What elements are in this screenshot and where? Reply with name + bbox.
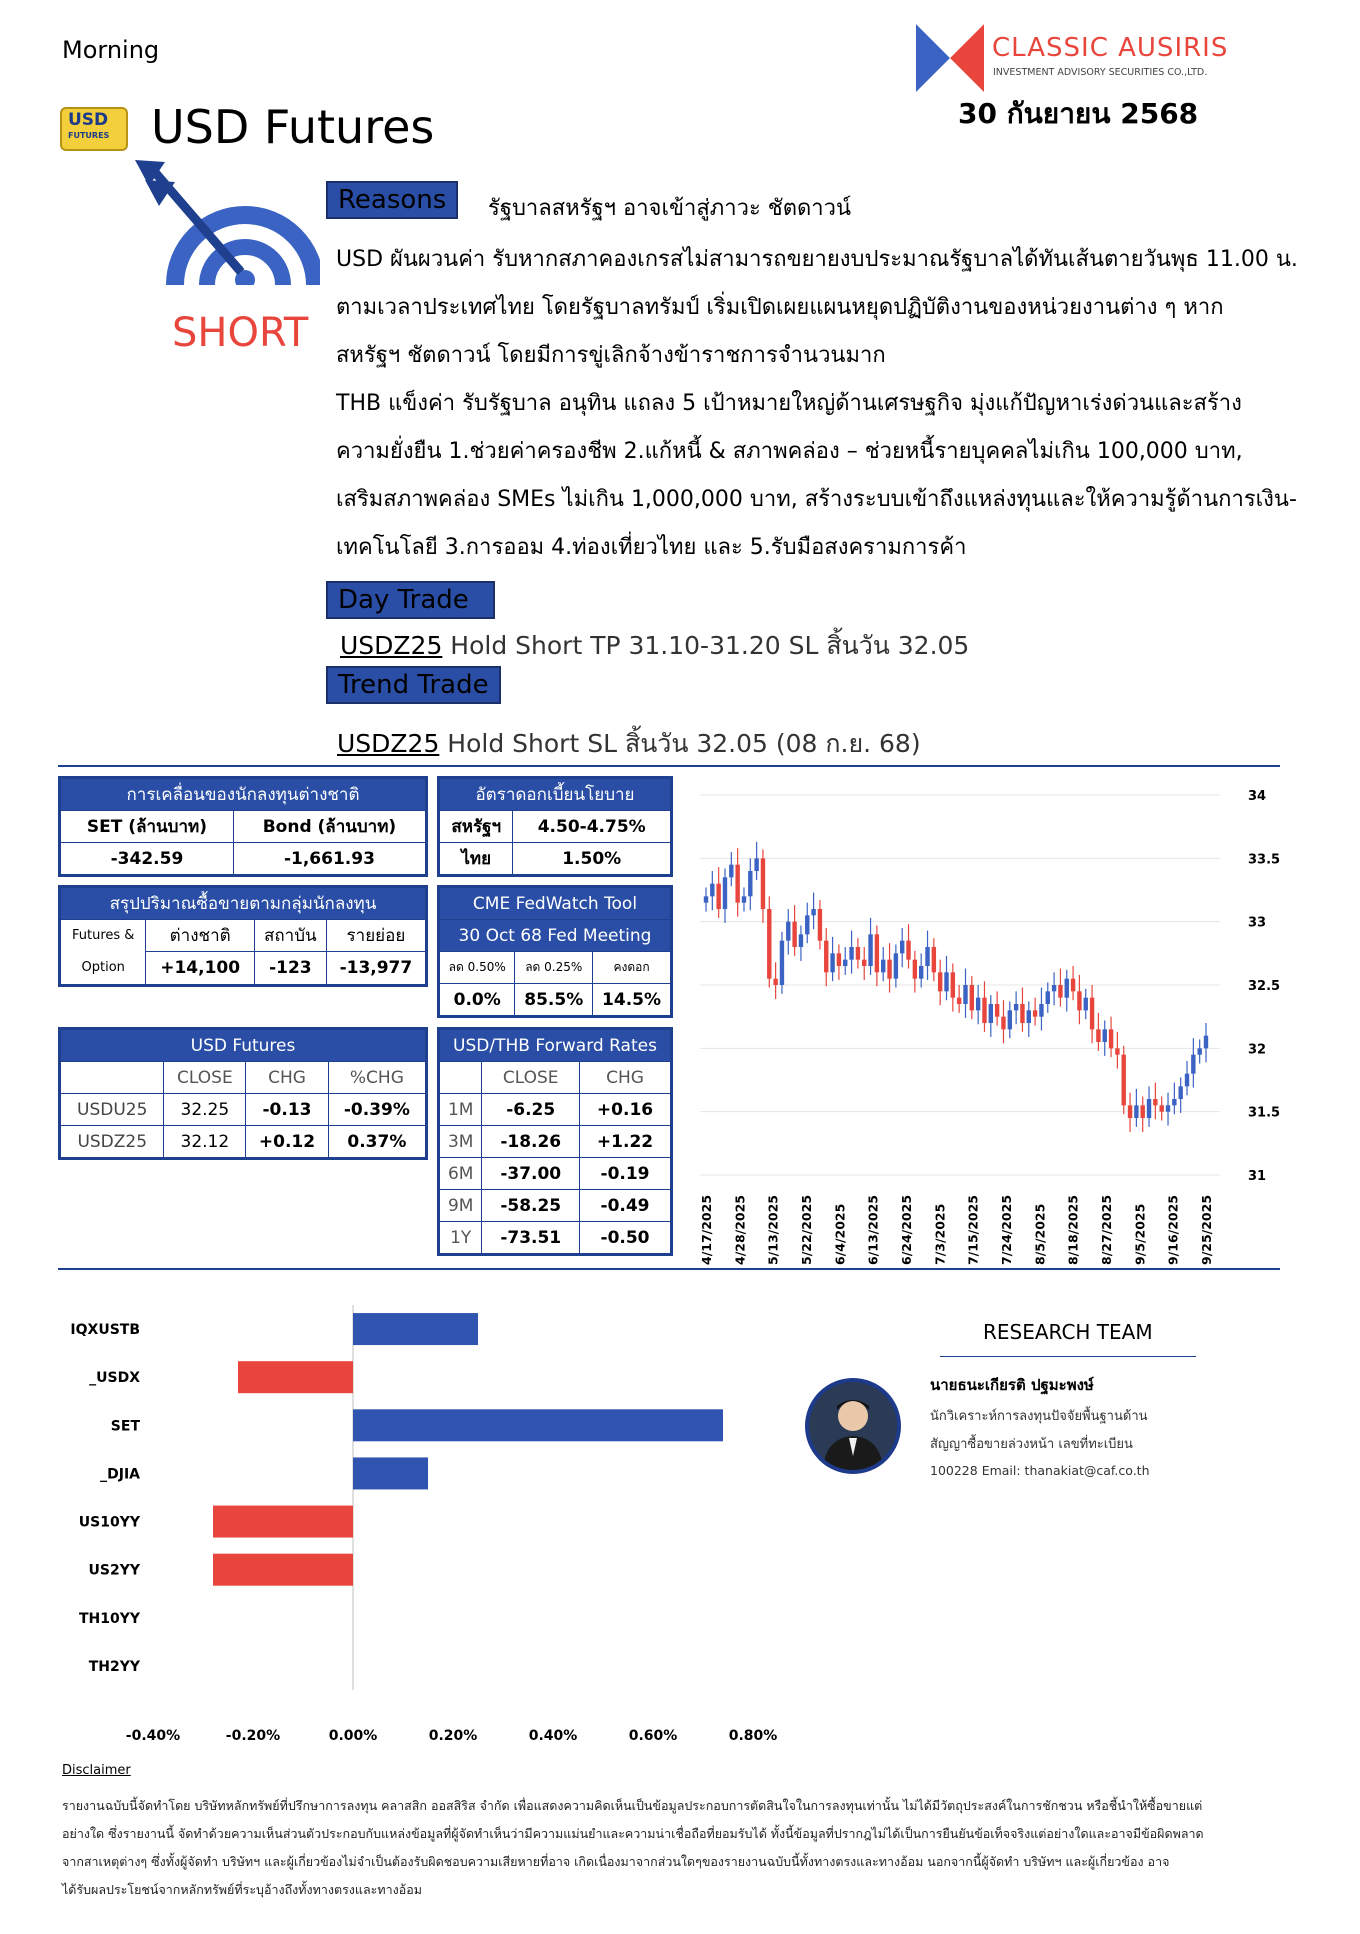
- candle-body: [1134, 1105, 1138, 1118]
- bar: [238, 1361, 353, 1393]
- disclaimer-body: [62, 1792, 1262, 1904]
- target-dart-icon: [135, 160, 320, 285]
- x-tick-label: 7/24/2025: [999, 1194, 1014, 1265]
- cell-value: -0.49: [580, 1190, 672, 1222]
- disclaimer-line: รายงานฉบับนี้จัดทำโดย บริษัทหลักทรัพย์ที่ปรึกษาการลงทุน คลาสสิก ออสสิริส จำกัด เพื่อแสดงความคิดเห็นเป็นข้อมูลประกอบการตัดสินใจในการลงทุนเท่านั้น ไม่ได้มีวัตถุประสงค์ในการชักชวน หรือชี้นำให้ซื้อขายแต่: [62, 1798, 1203, 1813]
- candle-body: [887, 960, 891, 979]
- x-tick-label: -0.20%: [225, 1728, 281, 1744]
- divider-bottom: [58, 1268, 1280, 1270]
- cell-value: +1.22: [580, 1126, 672, 1158]
- candle-body: [963, 985, 967, 1004]
- cell-value: -6.25: [482, 1094, 580, 1126]
- candle-body: [1122, 1055, 1126, 1106]
- divider-top: [58, 765, 1280, 767]
- bar: [353, 1313, 478, 1345]
- candle-body: [995, 1004, 999, 1017]
- cell-value: -73.51: [482, 1222, 580, 1255]
- candle-body: [805, 915, 809, 934]
- candle-body: [786, 922, 790, 941]
- fedwatch-title: CME FedWatch Tool: [439, 887, 672, 920]
- x-tick-label: 7/3/2025: [932, 1203, 948, 1265]
- foreign-flow-table: [58, 776, 428, 877]
- candle-body: [723, 877, 727, 909]
- candle-body: [1084, 998, 1088, 1011]
- candle-body: [868, 934, 872, 966]
- candle-body: [875, 934, 879, 972]
- reasons-line: เทคโนโลยี 3.การออม 4.ท่องเที่ยวไทย และ 5.รับมือสงครามการค้า: [336, 535, 967, 560]
- category-label: SET: [110, 1418, 140, 1435]
- row-label: 1Y: [439, 1222, 482, 1255]
- candle-body: [754, 858, 758, 871]
- candle-body: [1058, 985, 1062, 998]
- cell-value: 85.5%: [515, 984, 593, 1017]
- cell-value: -123: [254, 952, 326, 986]
- cell-value: 32.25: [164, 1094, 246, 1126]
- col-header: CLOSE: [482, 1062, 580, 1094]
- brand-subtitle: INVESTMENT ADVISORY SECURITIES CO.,LTD.: [993, 67, 1208, 78]
- row-label: USDU25: [60, 1094, 164, 1126]
- x-tick-label: 0.40%: [528, 1728, 578, 1744]
- category-label: _DJIA: [100, 1466, 140, 1483]
- category-label: IQXUSTB: [70, 1322, 140, 1339]
- reasons-headline: รัฐบาลสหรัฐฯ อาจเข้าสู่ภาวะ ชัตดาวน์: [488, 196, 852, 221]
- disclaimer-line: ได้รับผลประโยชน์จากหลักทรัพย์ที่ระบุอ้างถึงทั้งทางตรงและทางอ้อม: [62, 1882, 422, 1897]
- candle-body: [938, 972, 942, 991]
- candle-body: [1178, 1086, 1182, 1099]
- morning-label: Morning: [62, 36, 160, 64]
- day-trade-text: Hold Short TP 31.10-31.20 SL สิ้นวัน 32.05: [442, 631, 970, 660]
- x-tick-label: 9/16/2025: [1165, 1194, 1181, 1265]
- row-label: 3M: [439, 1126, 482, 1158]
- candle-body: [1172, 1099, 1176, 1105]
- candle-body: [957, 998, 961, 1004]
- candle-body: [748, 871, 752, 896]
- col-header: ลด 0.25%: [515, 952, 593, 984]
- row-label: Futures & Option: [60, 920, 146, 986]
- candle-body: [1046, 991, 1050, 1004]
- candle-body: [1001, 1017, 1005, 1030]
- day-trade-label: Day Trade: [326, 581, 495, 619]
- cell-value: +0.12: [246, 1126, 329, 1159]
- candle-body: [1020, 1004, 1024, 1023]
- col-header: รายย่อย: [326, 920, 426, 952]
- trend-trade-text: Hold Short SL สิ้นวัน 32.05 (08 ก.ย. 68): [439, 729, 921, 758]
- candle-body: [976, 998, 980, 1011]
- candle-body: [989, 1004, 993, 1023]
- reasons-line: ตามเวลาประเทศไทย โดยรัฐบาลทรัมป์ เริ่มเปิดเผยแผนหยุดปฏิบัติงานของหน่วยงานต่าง ๆ หาก: [336, 295, 1224, 320]
- analyst-name: นายธนะเกียรติ ปฐมะพงษ์: [930, 1376, 1094, 1394]
- candle-body: [881, 960, 885, 973]
- cell-value: 0.37%: [328, 1126, 426, 1159]
- x-tick-label: 0.00%: [328, 1728, 378, 1744]
- candle-body: [944, 972, 948, 991]
- analyst-role: นักวิเคราะห์การลงทุนปัจจัยพื้นฐานด้าน: [930, 1409, 1148, 1424]
- candle-body: [1065, 979, 1069, 998]
- x-tick-label: 6/13/2025: [865, 1194, 881, 1265]
- candle-body: [1128, 1105, 1132, 1118]
- col-header: CHG: [246, 1062, 329, 1094]
- policy-rate-title: อัตราดอกเบี้ยนโยบาย: [439, 778, 672, 811]
- signal-short: SHORT: [172, 310, 309, 356]
- reasons-line: USD ผันผวนค่า รับหากสภาคองเกรสไม่สามารถขยายงบประมาณรัฐบาลได้ทันเส้นตายวันพุธ 11.00 น.: [336, 247, 1298, 272]
- cell-value: -1,661.93: [233, 843, 426, 876]
- candle-body: [792, 922, 796, 947]
- candle-body: [1166, 1105, 1170, 1111]
- candle-body: [970, 985, 974, 1010]
- candle-body: [1197, 1048, 1201, 1054]
- cell-value: -18.26: [482, 1126, 580, 1158]
- trend-trade-symbol: USDZ25: [337, 729, 440, 758]
- bar: [213, 1554, 353, 1586]
- report-date: 30 กันยายน 2568: [958, 97, 1199, 130]
- research-title-rule: [940, 1356, 1196, 1357]
- candle-body: [799, 934, 803, 947]
- candle-body: [824, 941, 828, 973]
- y-tick-label: 32: [1248, 1042, 1267, 1058]
- forward-rates-table: [437, 1027, 673, 1256]
- col-header: CLOSE: [164, 1062, 246, 1094]
- y-tick-label: 31.5: [1248, 1105, 1281, 1121]
- col-header: ลด 0.50%: [439, 952, 515, 984]
- fedwatch-subtitle: 30 Oct 68 Fed Meeting: [439, 920, 672, 952]
- candle-body: [704, 896, 708, 902]
- x-tick-label: 5/13/2025: [765, 1194, 781, 1265]
- candle-body: [1159, 1105, 1163, 1111]
- candle-body: [1052, 985, 1056, 991]
- candle-body: [742, 896, 746, 902]
- category-label: US2YY: [88, 1562, 140, 1579]
- x-tick-label: 4/17/2025: [699, 1194, 714, 1265]
- candle-body: [1147, 1099, 1151, 1118]
- cell-value: -58.25: [482, 1190, 580, 1222]
- candle-body: [913, 960, 917, 979]
- usd-futures-badge-icon: USD FUTURES: [60, 107, 128, 151]
- cell-value: -342.59: [60, 843, 234, 876]
- cell-value: -0.39%: [328, 1094, 426, 1126]
- candle-body: [818, 909, 822, 941]
- classic-ausiris-logo-icon: [914, 22, 986, 94]
- col-header: Bond (ล้านบาท): [233, 811, 426, 843]
- disclaimer-title: Disclaimer: [62, 1763, 131, 1778]
- x-tick-label: 7/15/2025: [965, 1194, 981, 1265]
- candle-body: [862, 960, 866, 966]
- candle-body: [1008, 1010, 1012, 1029]
- row-label: ไทย: [439, 843, 513, 876]
- candle-body: [1153, 1099, 1157, 1105]
- reasons-line: THB แข็งค่า รับรัฐบาล อนุทิน แถลง 5 เป้าหมายใหญ่ด้านเศรษฐกิจ มุ่งแก้ปัญหาเร่งด่วนและสร้าง: [336, 391, 1242, 416]
- cell-value: 32.12: [164, 1126, 246, 1159]
- col-header: ต่างชาติ: [146, 920, 254, 952]
- usd-futures-title: USD Futures: [60, 1029, 427, 1062]
- x-tick-label: -0.40%: [125, 1728, 181, 1744]
- candle-body: [811, 909, 815, 915]
- candle-body: [761, 858, 765, 909]
- col-header: %CHG: [328, 1062, 426, 1094]
- candle-body: [830, 953, 834, 972]
- x-tick-label: 0.80%: [728, 1728, 778, 1744]
- reasons-line: ความยั่งยืน 1.ช่วยค่าครองชีพ 2.แก้หนี้ & สภาพคล่อง – ช่วยหนี้รายบุคคลไม่เกิน 100,000 บาท,: [336, 439, 1243, 464]
- x-tick-label: 6/4/2025: [832, 1203, 848, 1265]
- candle-body: [1090, 998, 1094, 1030]
- analyst-license: สัญญาซื้อขายล่วงหน้า เลขที่ทะเบียน: [930, 1437, 1133, 1452]
- candle-body: [1109, 1029, 1113, 1048]
- x-tick-label: 9/5/2025: [1132, 1203, 1148, 1265]
- candle-body: [982, 998, 986, 1023]
- candle-body: [729, 865, 733, 878]
- category-label: _USDX: [89, 1370, 140, 1387]
- day-trade-symbol: USDZ25: [340, 631, 443, 660]
- candle-body: [1103, 1029, 1107, 1042]
- candle-body: [1027, 1010, 1031, 1023]
- x-tick-label: 0.20%: [428, 1728, 478, 1744]
- usd-futures-table: [58, 1027, 428, 1160]
- category-label: US10YY: [78, 1514, 140, 1531]
- candle-body: [1071, 979, 1075, 992]
- trend-trade-label: Trend Trade: [326, 666, 501, 704]
- brand-name: CLASSIC AUSIRIS: [992, 33, 1229, 63]
- col-header: [60, 1062, 164, 1094]
- disclaimer-line: จากสาเหตุต่างๆ ซึ่งทั้งผู้จัดทำ บริษัทฯ และผู้เกี่ยวข้องไม่จำเป็นต้องรับผิดชอบความเสียหายที่อาจ เกิดเนื่องมาจากส่วนใดๆของรายงานฉบับนี้ทั้งทางตรงและทางอ้อม นอกจากนี้ผู้จัดทำ บริษัทฯ และผู้เกี่ยวข้อง อาจ: [62, 1854, 1170, 1869]
- fedwatch-table: [437, 885, 673, 1018]
- reasons-line: เสริมสภาพคล่อง SMEs ไม่เกิน 1,000,000 บาท, สร้างระบบเข้าถึงแหล่งทุนและให้ความรู้ด้านการเงิน-: [336, 487, 1297, 512]
- candle-body: [900, 941, 904, 954]
- foreign-flow-title: การเคลื่อนของนักลงทุนต่างชาติ: [60, 778, 427, 811]
- candle-body: [1204, 1036, 1208, 1049]
- bar: [353, 1457, 428, 1489]
- cell-value: -0.19: [580, 1158, 672, 1190]
- row-label: USDZ25: [60, 1126, 164, 1159]
- candle-body: [1185, 1074, 1189, 1087]
- col-header: CHG: [580, 1062, 672, 1094]
- cell-value: -0.13: [246, 1094, 329, 1126]
- candle-body: [716, 884, 720, 909]
- reasons-line: สหรัฐฯ ชัตดาวน์ โดยมีการขู่เลิกจ้างข้าราชการจำนวนมาก: [336, 343, 886, 368]
- category-label: TH2YY: [88, 1658, 140, 1675]
- candle-body: [906, 941, 910, 960]
- usd-thb-candlestick-chart: [690, 775, 1290, 1275]
- market-change-bar-chart: [58, 1290, 778, 1750]
- candle-body: [849, 947, 853, 960]
- candle-body: [1115, 1048, 1119, 1054]
- row-label: 1M: [439, 1094, 482, 1126]
- research-team-title: RESEARCH TEAM: [983, 1320, 1153, 1344]
- cell-value: -0.50: [580, 1222, 672, 1255]
- forward-rates-title: USD/THB Forward Rates: [439, 1029, 672, 1062]
- cell-value: 4.50-4.75%: [513, 811, 672, 843]
- cell-value: 14.5%: [593, 984, 672, 1017]
- person-icon: [809, 1382, 897, 1470]
- row-label: 6M: [439, 1158, 482, 1190]
- candle-body: [735, 865, 739, 903]
- candle-body: [1014, 1004, 1018, 1010]
- cell-value: +0.16: [580, 1094, 672, 1126]
- page-title: USD Futures: [151, 100, 435, 154]
- candle-body: [1141, 1105, 1145, 1118]
- candle-body: [919, 966, 923, 979]
- col-header: คงดอก: [593, 952, 672, 984]
- col-header: SET (ล้านบาท): [60, 811, 234, 843]
- bar: [213, 1506, 353, 1538]
- cell-value: +14,100: [146, 952, 254, 986]
- day-trade-plan: [340, 626, 969, 666]
- x-tick-label: 8/18/2025: [1065, 1194, 1081, 1265]
- candle-body: [710, 884, 714, 897]
- investor-summary-table: [58, 885, 428, 987]
- analyst-contact: 100228 Email: thanakiat@caf.co.th: [930, 1463, 1150, 1478]
- policy-rate-table: [437, 776, 673, 877]
- col-header: สถาบัน: [254, 920, 326, 952]
- x-tick-label: 6/24/2025: [899, 1194, 914, 1265]
- y-tick-label: 33: [1248, 915, 1267, 931]
- x-tick-label: 8/27/2025: [1099, 1194, 1114, 1265]
- category-label: TH10YY: [78, 1610, 140, 1627]
- candle-body: [1033, 1010, 1037, 1016]
- candle-body: [894, 953, 898, 978]
- row-label: สหรัฐฯ: [439, 811, 513, 843]
- cell-value: -37.00: [482, 1158, 580, 1190]
- candle-body: [856, 947, 860, 960]
- candle-body: [1077, 991, 1081, 1010]
- x-tick-label: 4/28/2025: [732, 1194, 748, 1265]
- candle-body: [932, 947, 936, 972]
- col-header: [439, 1062, 482, 1094]
- y-tick-label: 33.5: [1248, 852, 1281, 868]
- cell-value: 1.50%: [513, 843, 672, 876]
- cell-value: 0.0%: [439, 984, 515, 1017]
- row-label: 9M: [439, 1190, 482, 1222]
- candle-body: [1039, 1004, 1043, 1017]
- candle-body: [773, 979, 777, 985]
- bar: [353, 1409, 723, 1441]
- cell-value: -13,977: [326, 952, 426, 986]
- candle-body: [843, 960, 847, 966]
- x-tick-label: 9/25/2025: [1199, 1194, 1214, 1265]
- trend-trade-plan: [337, 724, 921, 764]
- candle-body: [1191, 1055, 1195, 1074]
- x-tick-label: 0.60%: [628, 1728, 678, 1744]
- candle-body: [925, 947, 929, 966]
- y-tick-label: 34: [1248, 789, 1267, 804]
- analyst-avatar: [805, 1378, 901, 1474]
- candle-body: [780, 941, 784, 985]
- disclaimer-line: อย่างใด ซึ่งรายงานนี้ จัดทำด้วยความเห็นส่วนตัวประกอบกับแหล่งข้อมูลที่ผู้จัดทำเห็นว่ามีความแม่นยำและความน่าเชื่อถือที่ยอมรับได้ ทั้งนี้ข้อมูลที่ปรากฎไม่ได้เป็นการยืนยันข้อเท็จจริงแต่อย่างใดและอาจมีข้อผิดพลาด: [62, 1826, 1204, 1841]
- candle-body: [767, 909, 771, 979]
- candle-body: [837, 953, 841, 966]
- candle-body: [951, 972, 955, 997]
- candle-body: [1096, 1029, 1100, 1042]
- reasons-label: Reasons: [326, 181, 458, 219]
- y-tick-label: 32.5: [1248, 979, 1281, 994]
- x-tick-label: 5/22/2025: [799, 1194, 814, 1265]
- investor-summary-title: สรุปปริมาณซื้อขายตามกลุ่มนักลงทุน: [60, 887, 427, 920]
- reasons-body: [336, 236, 1346, 572]
- x-tick-label: 8/5/2025: [1032, 1203, 1048, 1265]
- y-tick-label: 31: [1248, 1169, 1267, 1184]
